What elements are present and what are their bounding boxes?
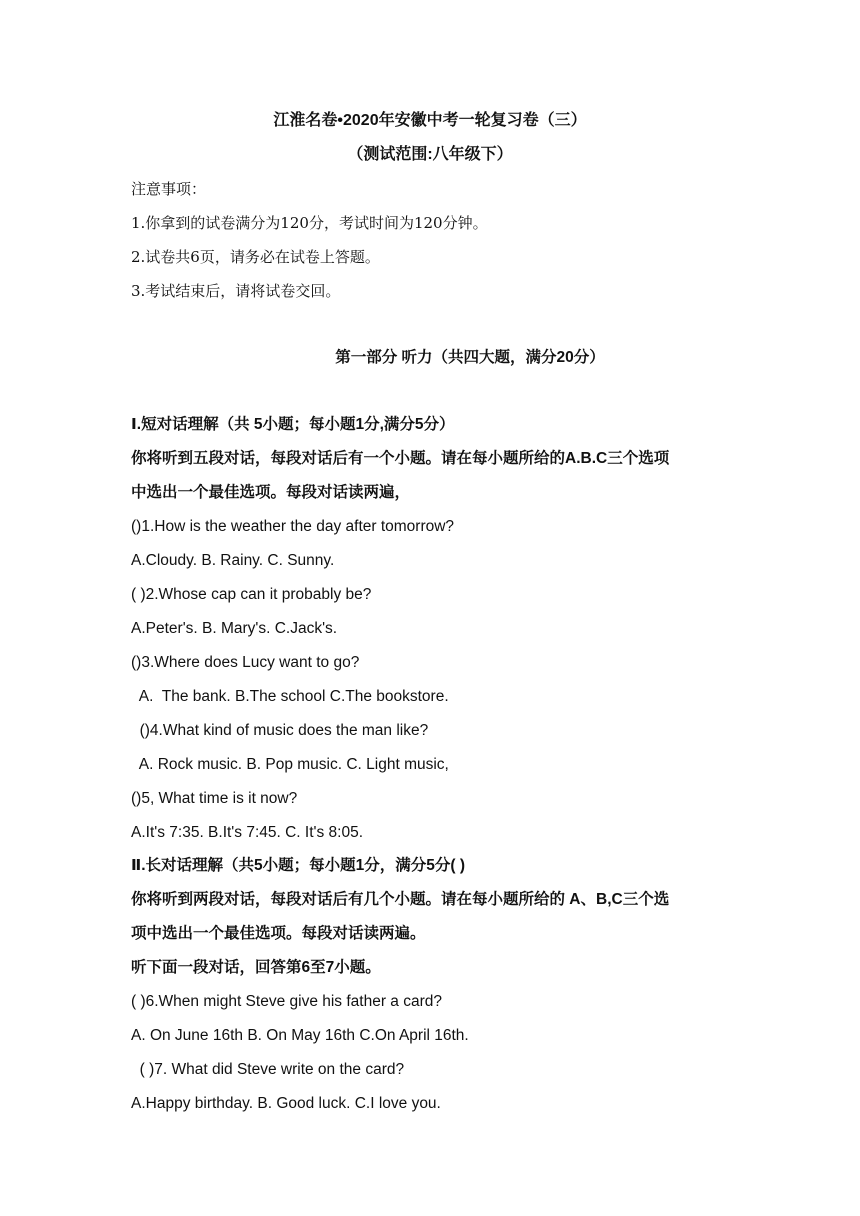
answer-options: A. The bank. B.The school C.The bookstore. [131,688,449,705]
answer-options: A. On June 16th B. On May 16th C.On April 16th. [131,1027,469,1044]
answer-options: A. Rock music. B. Pop music. C. Light music, [131,756,449,773]
section1-instruction: 你将听到五段对话，每段对话后有一个小题。请在每小题所给的A.B.C三个选项 [131,450,670,467]
exam-title: 江淮名卷•2020年安徽中考一轮复习卷（三） [273,112,587,129]
section2-instruction: 听下面一段对话，回答第6至7小题。 [131,959,381,976]
answer-options: A.Peter's. B. Mary's. C.Jack's. [131,620,338,637]
section2-instruction: 项中选出一个最佳选项。每段对话读两遍。 [131,925,426,942]
note-item: 1.你拿到的试卷满分为120分，考试时间为120分钟。 [131,214,488,232]
question-line: ()4.What kind of music does the man like? [131,722,429,739]
exam-subtitle: （测试范围:八年级下） [347,146,513,163]
section1-instruction: 中选出一个最佳选项。每段对话读两遍， [131,484,411,501]
question-line: ()3.Where does Lucy want to go? [131,654,360,671]
question-line: ( )6.When might Steve give his father a card? [131,993,443,1010]
note-item: 3.考试结束后，请将试卷交回。 [131,282,341,300]
section1-heading: Ⅰ.短对话理解（共 5小题；每小题1分,满分5分） [131,416,455,433]
question-line: ()5, What time is it now? [131,790,298,807]
question-line: ( )7. What did Steve write on the card? [131,1061,405,1078]
note-item: 2.试卷共6页，请务必在试卷上答题。 [131,248,380,266]
answer-options: A.Cloudy. B. Rainy. C. Sunny. [131,552,335,569]
part1-title: 第一部分 听力（共四大题，满分20分） [335,349,605,366]
answer-options: A.It's 7:35. B.It's 7:45. C. It's 8:05. [131,824,364,841]
section2-heading: Ⅱ.长对话理解（共5小题；每小题1分，满分5分( ) [131,857,466,874]
question-line: ()1.How is the weather the day after tomorrow? [131,518,455,535]
question-line: ( )2.Whose cap can it probably be? [131,586,372,603]
answer-options: A.Happy birthday. B. Good luck. C.I love you. [131,1095,441,1112]
section2-instruction: 你将听到两段对话，每段对话后有几个小题。请在每小题所给的 A、B,C三个选 [131,891,670,908]
notes-heading: 注意事项： [131,180,207,198]
